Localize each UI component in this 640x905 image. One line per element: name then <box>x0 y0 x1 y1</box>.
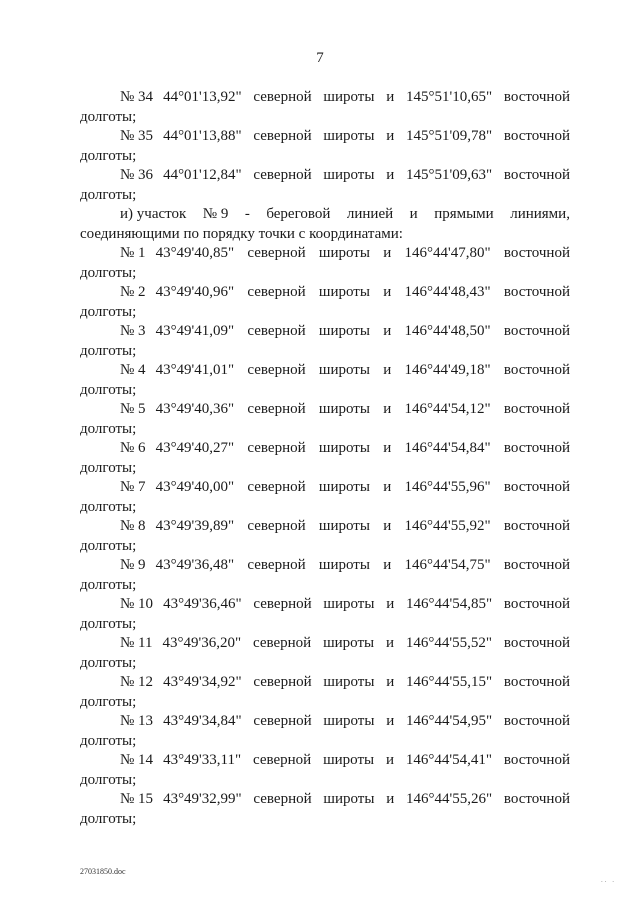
point-number-latitude-group <box>120 595 242 615</box>
longitude-value: 146°44'55,26" <box>406 791 493 807</box>
coordinate-line <box>80 127 570 147</box>
longitude-word: долготы; <box>80 108 137 125</box>
longitude-value: 146°44'48,50" <box>404 323 491 339</box>
point-number-latitude-group <box>120 751 241 771</box>
longitude-word: долготы; <box>80 693 137 710</box>
longitude-word: долготы; <box>80 654 137 671</box>
point-number: № 10 <box>120 596 154 612</box>
latitude-direction: северной <box>247 245 306 261</box>
coordinate-line <box>80 595 570 615</box>
longitude-value: 146°44'55,52" <box>405 635 492 651</box>
section-intro-line1 <box>80 205 570 225</box>
coordinate-entry <box>80 790 570 829</box>
coordinate-line <box>80 322 570 342</box>
latitude-direction: северной <box>247 557 306 573</box>
latitude-value: 43°49'34,92" <box>163 674 242 690</box>
coordinate-entry <box>80 166 570 205</box>
latitude-direction: северной <box>253 674 312 690</box>
latitude-word: широты <box>323 635 375 651</box>
point-number-latitude-group <box>120 478 234 498</box>
point-number: № 12 <box>120 674 154 690</box>
point-number: № 13 <box>120 713 154 729</box>
coordinate-line <box>80 166 570 186</box>
longitude-word: долготы; <box>80 615 137 632</box>
latitude-word: широты <box>323 128 375 144</box>
latitude-direction: северной <box>253 128 312 144</box>
latitude-value: 43°49'41,09" <box>155 323 235 339</box>
coordinate-line <box>80 751 570 771</box>
latitude-direction: северной <box>247 362 306 378</box>
point-number: № 2 <box>120 284 146 300</box>
latitude-word: широты <box>318 362 370 378</box>
conjunction: и <box>386 635 395 651</box>
point-number-latitude-group <box>120 88 242 108</box>
conjunction: и <box>383 557 392 573</box>
conjunction: и <box>386 752 395 768</box>
coordinate-entry <box>80 712 570 751</box>
footer-filename: 27031850.doc <box>80 867 126 876</box>
longitude-direction: восточной <box>503 167 570 183</box>
conjunction: и <box>386 167 395 183</box>
point-number-latitude-group <box>120 127 242 147</box>
latitude-word: широты <box>318 323 370 339</box>
latitude-direction: северной <box>247 518 306 534</box>
longitude-value: 146°44'54,85" <box>406 596 493 612</box>
conjunction: и <box>386 713 395 729</box>
latitude-word: широты <box>323 167 375 183</box>
section-intro-word: прямыми <box>434 206 494 222</box>
latitude-direction: северной <box>252 752 312 768</box>
section-intro-word: и) участок <box>120 206 187 222</box>
latitude-value: 43°49'40,96" <box>155 284 235 300</box>
coordinate-line <box>80 556 570 576</box>
point-number-latitude-group <box>120 322 234 342</box>
coordinate-line <box>80 712 570 732</box>
section-intro-word: № 9 <box>202 206 229 222</box>
conjunction: и <box>386 89 395 105</box>
longitude-value: 146°44'49,18" <box>404 362 491 378</box>
coordinate-line <box>80 88 570 108</box>
conjunction: и <box>383 479 392 495</box>
conjunction: и <box>383 440 392 456</box>
point-number: № 14 <box>120 752 154 768</box>
longitude-value: 146°44'54,12" <box>404 401 491 417</box>
point-number-latitude-group <box>120 166 242 186</box>
latitude-word: широты <box>318 557 370 573</box>
longitude-word: долготы; <box>80 147 137 164</box>
longitude-direction: восточной <box>503 674 570 690</box>
longitude-word: долготы; <box>80 186 137 203</box>
longitude-direction: восточной <box>503 89 570 105</box>
latitude-word: широты <box>323 674 375 690</box>
latitude-value: 43°49'36,46" <box>163 596 242 612</box>
longitude-direction: восточной <box>503 518 570 534</box>
section-intro-word: и <box>409 206 418 222</box>
point-number-latitude-group <box>120 517 234 537</box>
conjunction: и <box>383 323 392 339</box>
longitude-word: долготы; <box>80 498 137 515</box>
point-number-latitude-group <box>120 439 234 459</box>
point-number-latitude-group <box>120 790 242 810</box>
coordinate-list-part2 <box>80 244 570 829</box>
latitude-direction: северной <box>253 89 312 105</box>
coordinate-entry <box>80 283 570 322</box>
longitude-value: 146°44'54,84" <box>404 440 491 456</box>
point-number: № 34 <box>120 89 154 105</box>
longitude-direction: восточной <box>503 245 570 261</box>
conjunction: и <box>383 518 392 534</box>
point-number: № 7 <box>120 479 146 495</box>
longitude-direction: восточной <box>503 557 570 573</box>
longitude-value: 146°44'55,96" <box>404 479 491 495</box>
section-intro-word: береговой <box>266 206 331 222</box>
longitude-value: 146°44'54,95" <box>406 713 493 729</box>
coordinate-line <box>80 244 570 264</box>
point-number: № 9 <box>120 557 146 573</box>
section-intro-word: - <box>244 206 250 222</box>
latitude-value: 43°49'36,20" <box>162 635 242 651</box>
longitude-word: долготы; <box>80 303 137 320</box>
latitude-value: 43°49'41,01" <box>155 362 235 378</box>
latitude-word: широты <box>318 245 370 261</box>
section-intro-word: линиями, <box>510 206 570 222</box>
point-number-latitude-group <box>120 634 241 654</box>
latitude-word: широты <box>318 401 370 417</box>
point-number-latitude-group <box>120 673 242 693</box>
latitude-value: 43°49'40,00" <box>155 479 235 495</box>
conjunction: и <box>386 791 395 807</box>
footer-corner-mark: .. . <box>601 876 616 884</box>
longitude-value: 146°44'47,80" <box>404 245 491 261</box>
latitude-value: 43°49'33,11" <box>163 752 242 768</box>
latitude-word: широты <box>323 791 375 807</box>
longitude-direction: восточной <box>503 713 570 729</box>
section-intro <box>80 205 570 244</box>
longitude-word: долготы; <box>80 576 137 593</box>
latitude-direction: северной <box>253 167 312 183</box>
coordinate-entry <box>80 634 570 673</box>
latitude-direction: северной <box>247 479 306 495</box>
coordinate-entry <box>80 322 570 361</box>
coordinate-entry <box>80 517 570 556</box>
conjunction: и <box>383 362 392 378</box>
latitude-value: 44°01'13,92" <box>163 89 242 105</box>
section-intro-line2: соединяющими по порядку точки с координатами: <box>80 225 403 242</box>
longitude-direction: восточной <box>503 401 570 417</box>
section-intro-word: линией <box>346 206 394 222</box>
latitude-word: широты <box>318 518 370 534</box>
latitude-value: 43°49'40,36" <box>155 401 235 417</box>
coordinate-line <box>80 634 570 654</box>
point-number: № 8 <box>120 518 146 534</box>
longitude-value: 146°44'48,43" <box>404 284 491 300</box>
latitude-word: широты <box>323 89 375 105</box>
longitude-word: долготы; <box>80 264 137 281</box>
coordinate-line <box>80 478 570 498</box>
longitude-word: долготы; <box>80 381 137 398</box>
point-number: № 35 <box>120 128 154 144</box>
point-number: № 4 <box>120 362 146 378</box>
coordinate-entry <box>80 361 570 400</box>
conjunction: и <box>383 284 392 300</box>
page-number: 7 <box>316 50 324 66</box>
longitude-direction: восточной <box>503 791 570 807</box>
latitude-direction: северной <box>252 635 312 651</box>
latitude-direction: северной <box>253 596 312 612</box>
coordinate-entry <box>80 127 570 166</box>
coordinate-entry <box>80 556 570 595</box>
document-body <box>80 88 570 829</box>
longitude-word: долготы; <box>80 732 137 749</box>
latitude-value: 43°49'40,27" <box>155 440 235 456</box>
coordinate-entry <box>80 595 570 634</box>
latitude-direction: северной <box>253 791 312 807</box>
longitude-value: 146°44'55,92" <box>404 518 491 534</box>
longitude-direction: восточной <box>503 362 570 378</box>
longitude-value: 146°44'54,41" <box>405 752 492 768</box>
conjunction: и <box>386 128 395 144</box>
longitude-value: 146°44'54,75" <box>404 557 491 573</box>
longitude-value: 145°51'10,65" <box>406 89 493 105</box>
longitude-word: долготы; <box>80 459 137 476</box>
coordinate-entry <box>80 439 570 478</box>
latitude-word: широты <box>323 752 375 768</box>
conjunction: и <box>386 596 395 612</box>
longitude-value: 145°51'09,63" <box>406 167 493 183</box>
longitude-word: долготы; <box>80 810 137 827</box>
coordinate-entry <box>80 478 570 517</box>
conjunction: и <box>383 245 392 261</box>
longitude-value: 146°44'55,15" <box>406 674 493 690</box>
latitude-direction: северной <box>253 713 312 729</box>
point-number: № 6 <box>120 440 146 456</box>
coordinate-line <box>80 439 570 459</box>
coordinate-entry <box>80 751 570 790</box>
longitude-direction: восточной <box>503 479 570 495</box>
longitude-word: долготы; <box>80 537 137 554</box>
latitude-value: 44°01'12,84" <box>163 167 242 183</box>
latitude-value: 44°01'13,88" <box>163 128 242 144</box>
longitude-direction: восточной <box>503 596 570 612</box>
latitude-value: 43°49'32,99" <box>163 791 242 807</box>
longitude-value: 145°51'09,78" <box>406 128 493 144</box>
coordinate-list-part1 <box>80 88 570 205</box>
longitude-word: долготы; <box>80 342 137 359</box>
coordinate-line <box>80 400 570 420</box>
point-number: № 11 <box>120 635 153 651</box>
longitude-direction: восточной <box>503 128 570 144</box>
point-number-latitude-group <box>120 283 234 303</box>
latitude-value: 43°49'34,84" <box>163 713 242 729</box>
latitude-direction: северной <box>247 284 306 300</box>
point-number: № 1 <box>120 245 146 261</box>
point-number-latitude-group <box>120 244 234 264</box>
latitude-direction: северной <box>247 323 306 339</box>
longitude-direction: восточной <box>503 752 570 768</box>
longitude-direction: восточной <box>503 323 570 339</box>
latitude-word: широты <box>318 479 370 495</box>
coordinate-line <box>80 283 570 303</box>
coordinate-line <box>80 517 570 537</box>
coordinate-entry <box>80 88 570 127</box>
latitude-word: широты <box>323 713 375 729</box>
point-number-latitude-group <box>120 556 234 576</box>
latitude-word: широты <box>323 596 375 612</box>
coordinate-entry <box>80 400 570 439</box>
latitude-direction: северной <box>247 440 306 456</box>
coordinate-line <box>80 361 570 381</box>
longitude-direction: восточной <box>503 635 570 651</box>
coordinate-line <box>80 673 570 693</box>
conjunction: и <box>383 401 392 417</box>
latitude-value: 43°49'40,85" <box>155 245 235 261</box>
latitude-value: 43°49'36,48" <box>155 557 235 573</box>
longitude-word: долготы; <box>80 771 137 788</box>
point-number: № 36 <box>120 167 154 183</box>
longitude-direction: восточной <box>503 284 570 300</box>
coordinate-entry <box>80 244 570 283</box>
conjunction: и <box>386 674 395 690</box>
latitude-direction: северной <box>247 401 306 417</box>
point-number: № 15 <box>120 791 154 807</box>
point-number-latitude-group <box>120 400 234 420</box>
point-number-latitude-group <box>120 712 242 732</box>
longitude-word: долготы; <box>80 420 137 437</box>
longitude-direction: восточной <box>503 440 570 456</box>
point-number: № 3 <box>120 323 146 339</box>
latitude-word: широты <box>318 284 370 300</box>
latitude-value: 43°49'39,89" <box>155 518 235 534</box>
latitude-word: широты <box>318 440 370 456</box>
point-number: № 5 <box>120 401 146 417</box>
point-number-latitude-group <box>120 361 234 381</box>
coordinate-entry <box>80 673 570 712</box>
coordinate-line <box>80 790 570 810</box>
